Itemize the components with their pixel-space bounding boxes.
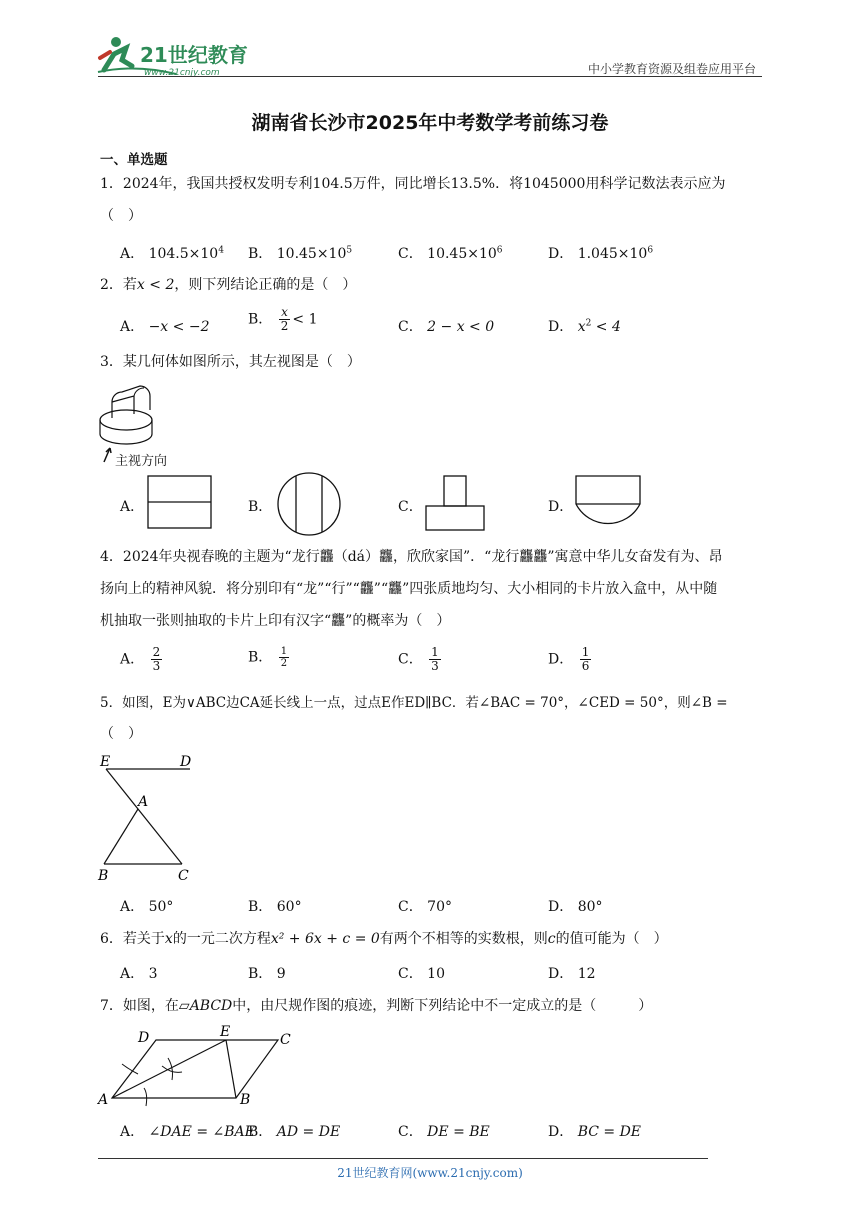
q4-option-b: B． $\frac{1}{2}$ [248, 646, 288, 669]
q7-option-a: A． ∠DAE = ∠BAE [120, 1124, 255, 1140]
page-title: 湖南省长沙市2025年中考数学考前练习卷 [251, 112, 609, 134]
view-direction-label: 主视方向 [115, 454, 168, 469]
point-c-label: C [178, 868, 189, 884]
q3-option-a-figure [146, 474, 214, 536]
section-heading: 一、单选题 [100, 152, 168, 168]
q4-option-c: C． $\frac{1}{3}$ [398, 645, 439, 673]
question-4-line1: 4．2024年央视春晚的主题为“龙行龘（dá）龘，欣欣家国”．“龙行龘龘”寓意中华儿女奋发有为、昂 [100, 549, 723, 565]
question-4-line2: 扬向上的精神风貌．将分别印有“龙”“行”“龘”“龘”四张质地均匀、大小相同的卡片放入盒中，从中随 [100, 581, 718, 597]
question-3-text: 3．某几何体如图所示，其左视图是（ ） [100, 354, 361, 370]
q1-option-a: A． $104.5\times 10^4$ [120, 245, 224, 262]
point-a-label: A [138, 794, 149, 810]
question-6-text: 6．若关于x的一元二次方程x² + 6x + c = 0有两个不相等的实数根，则c的值可能为（ ） [100, 931, 668, 947]
q4-option-a: A． $\frac{2}{3}$ [120, 645, 161, 673]
platform-name: 中小学教育资源及组卷应用平台 [587, 62, 756, 76]
q7-option-d: D． BC = DE [548, 1124, 642, 1140]
question-5-paren: （ ） [100, 726, 142, 742]
q3-option-b-label: B． [248, 499, 273, 515]
q4-option-d: D． $\frac{1}{6}$ [548, 645, 590, 673]
q2-option-d: D． $x^2 < 4$ [548, 318, 621, 335]
logo-text: 21世纪教育 [140, 43, 248, 67]
q2-option-b: B． $\frac{x}{2}$ < 1 [248, 305, 318, 333]
point-e-label: E [100, 754, 111, 770]
point-c-label: C [280, 1032, 291, 1048]
q1-option-b: B． $10.45\times 10^5$ [248, 245, 353, 262]
q5-option-a: A． 50° [120, 899, 174, 915]
footer-link[interactable]: 21世纪教育网(www.21cnjy.com) [337, 1166, 523, 1180]
question-4-line3: 机抽取一张则抽取的卡片上印有汉字“龘”的概率为（ ） [100, 613, 451, 629]
question-1-paren: （ ） [100, 208, 142, 224]
q5-option-d: D． 80° [548, 899, 603, 915]
question-7-text: 7．如图，在▱ABCD中，由尺规作图的痕迹，判断下列结论中不一定成立的是（ ） [100, 998, 653, 1014]
logo-url: www.21cnjy.com [144, 68, 220, 78]
q7-option-c: C． DE = BE [398, 1124, 490, 1140]
point-e-label: E [220, 1024, 231, 1040]
q6-option-a: A． 3 [120, 966, 158, 982]
q2-option-a: A． −x < −2 [120, 319, 210, 335]
q2-option-c: C． 2 − x < 0 [398, 319, 495, 335]
q7-parallelogram-figure [98, 1022, 308, 1116]
point-b-label: B [240, 1092, 251, 1108]
q6-option-d: D． 12 [548, 966, 596, 982]
question-1-text: 1．2024年，我国共授权发明专利104.5万件，同比增长13.5%．将1045000用科学记数法表示应为 [100, 176, 726, 192]
q3-option-c-figure [424, 474, 488, 536]
q3-option-d-label: D． [548, 499, 574, 515]
question-5-text: 5．如图，E为∨ABC边CA延长线上一点，过点E作ED∥BC．若∠BAC = 70°，∠CED = 50°，则∠B = [100, 695, 728, 711]
point-d-label: D [138, 1030, 150, 1046]
q6-option-c: C． 10 [398, 966, 445, 982]
q5-option-c: C． 70° [398, 899, 452, 915]
q1-option-c: C． $10.45\times 10^6$ [398, 245, 503, 262]
q5-option-b: B． 60° [248, 899, 302, 915]
point-b-label: B [98, 868, 109, 884]
point-a-label: A [98, 1092, 109, 1108]
site-logo [96, 34, 266, 78]
q3-option-b-figure [274, 472, 344, 540]
footer-divider [98, 1158, 708, 1159]
q3-option-d-figure [574, 474, 644, 542]
q1-option-d: D． $1.045\times 10^6$ [548, 245, 654, 262]
point-d-label: D [180, 754, 192, 770]
q3-option-a-label: A． [120, 499, 145, 515]
q6-option-b: B． 9 [248, 966, 286, 982]
header-divider [98, 76, 762, 77]
q5-triangle-figure [98, 752, 208, 886]
q3-option-c-label: C． [398, 499, 423, 515]
q7-option-b: B． AD = DE [248, 1124, 341, 1140]
question-2-text: 2．若x < 2，则下列结论正确的是（ ） [100, 277, 357, 293]
